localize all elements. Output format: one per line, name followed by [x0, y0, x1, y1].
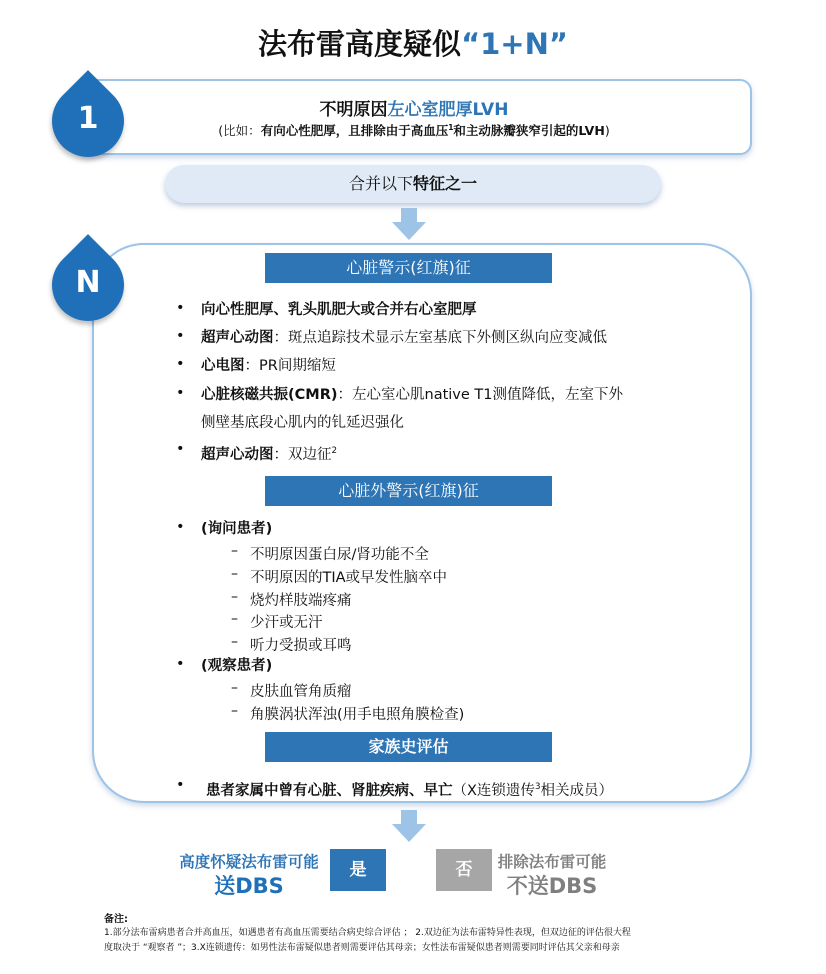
list-item: 少汗或无汗 [250, 615, 323, 631]
dash: – [231, 634, 238, 650]
arrow-head-icon [392, 824, 426, 842]
dash: – [231, 680, 238, 696]
note-line-1: 1.部分法布雷病患者合并高血压，如遇患者有高血压需要结合病史综合评估 ； 2.双边征为法布雷特异性表现，但双边征的评估很大程 [104, 928, 631, 938]
page-title [0, 22, 826, 63]
family-item: 患者家属中曾有心脏、肾脏疾病、早亡（X连锁遗传$^3$相关成员） [206, 782, 613, 799]
extracardiac-header: 心脏外警示(红旗)征 [265, 476, 552, 506]
note-line-2: 度取决于 “观察者 ”；3.X连锁遗传：如男性法布雷疑似患者则需要评估其母亲；女性法布雷疑似患者则需要同时评估其父亲和母亲 [104, 943, 620, 953]
yes-box: 是 [330, 849, 386, 891]
condition-1-title: 不明原因左心室肥厚LVH [319, 100, 509, 120]
arrow-down-icon [401, 208, 417, 222]
bullet: • [176, 356, 185, 372]
list-item: 听力受损或耳鸣 [250, 638, 352, 654]
list-item: 皮肤血管角质瘤 [250, 684, 352, 700]
bullet: • [176, 300, 185, 316]
list-item: 不明原因的TIA或早发性脑卒中 [250, 570, 448, 586]
dash: – [231, 589, 238, 605]
list-item: 角膜涡状浑浊(用手电照角膜检查) [250, 707, 465, 723]
title-highlight: “1+N” [461, 27, 568, 61]
title-main: 法布雷高度疑似 [258, 27, 462, 61]
list-item: 超声心动图：斑点追踪技术显示左室基底下外侧区纵向应变减低 [201, 330, 607, 346]
condition-1-note: (比如：有向心性肥厚，且排除由于高血压$^1$和主动脉瓣狭窄引起的LVH) [218, 122, 610, 138]
connector-pill: 合并以下特征之一 [165, 165, 661, 203]
bullet: • [176, 777, 185, 793]
no-box: 否 [436, 849, 492, 891]
outcome-no-line1: 排除法布雷可能 [497, 853, 607, 871]
dash: – [231, 566, 238, 582]
outcome-yes-line2: 送DBS [214, 874, 284, 898]
arrow-head-icon [392, 222, 426, 240]
condition-n-number: N [75, 265, 101, 300]
bullet: • [176, 656, 185, 672]
notes-label: 备注: [104, 914, 128, 925]
dash: – [231, 703, 238, 719]
bullet: • [176, 328, 185, 344]
list-item: 烧灼样肢端疼痛 [250, 593, 352, 609]
family-header: 家族史评估 [265, 732, 552, 762]
bullet: • [176, 441, 185, 457]
list-item: 心电图：PR间期缩短 [201, 358, 336, 374]
arrow-down-icon [401, 810, 417, 824]
bullet: • [176, 519, 185, 535]
condition-1-number: 1 [77, 101, 99, 136]
list-item: 超声心动图：双边征$^2$ [201, 446, 338, 463]
outcome-no-line2: 不送DBS [506, 874, 598, 898]
outcome-yes-line1: 高度怀疑法布雷可能 [179, 853, 319, 871]
list-item-continued: 侧壁基底段心肌内的钆延迟强化 [201, 415, 404, 431]
group-label: (观察患者) [201, 658, 273, 674]
bullet: • [176, 385, 185, 401]
list-item: 向心性肥厚、乳头肌肥大或合并右心室肥厚 [201, 302, 477, 318]
cardiac-header: 心脏警示(红旗)征 [265, 253, 552, 283]
list-item: 心脏核磁共振(CMR)：左心室心肌native T1测值降低，左室下外 [201, 387, 623, 403]
dash: – [231, 611, 238, 627]
list-item: 不明原因蛋白尿/肾功能不全 [250, 547, 429, 563]
group-label: (询问患者) [201, 521, 273, 537]
dash: – [231, 543, 238, 559]
